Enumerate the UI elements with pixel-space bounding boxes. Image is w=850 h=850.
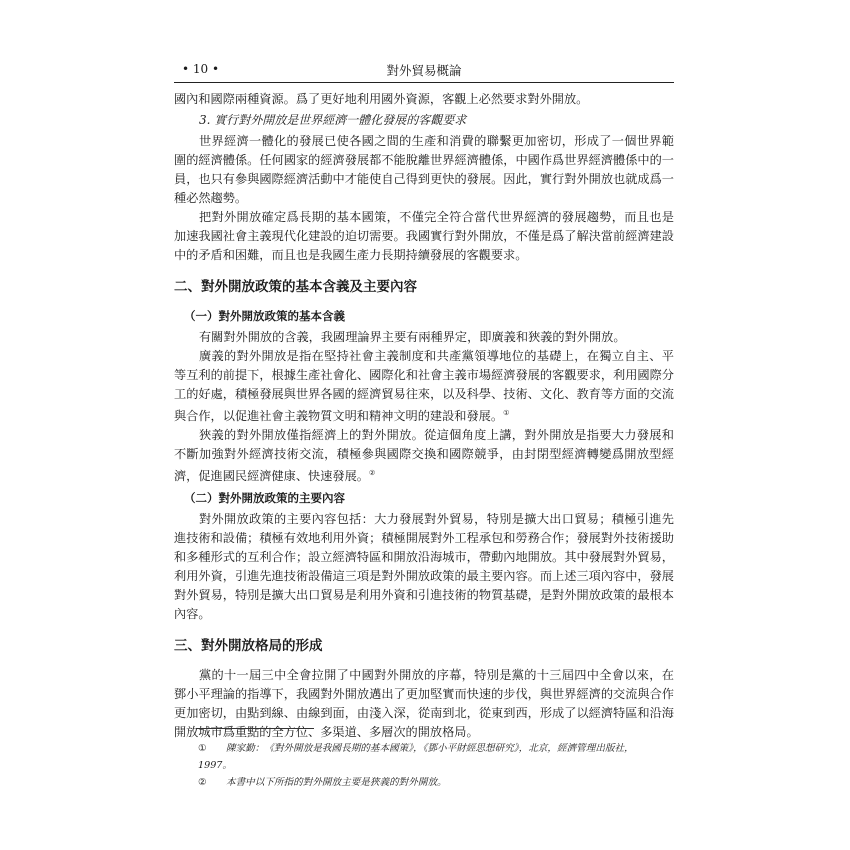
footnote-text: 陳家勤：《對外開放是我國長期的基本國策》，《鄧小平財經思想研究》，北京，經濟管理出版社，: [226, 743, 634, 754]
paragraph: 對外開放政策的主要內容包括：大力發展對外貿易，特別是擴大出口貿易；積極引進先進技術和設備；積極有效地利用外資；積極開展對外工程承包和勞務合作；發展對外技術援助和多種形式的互利合作；設立經濟特區和開放沿海城市，帶動內地開放。其中發展對外貿易，利用外資，引進先進技術設備這三項是對外開放政策的最主要內容。而上述三項內容中，發展對外貿易，特別是擴大出口貿易是利用外資和引進技術的物質基礎，是對外開放政策的最根本內容。: [174, 512, 674, 622]
page-number: • 10 •: [182, 62, 220, 76]
footnotes: [198, 740, 674, 791]
page-body: [174, 90, 674, 742]
paragraph: 有關對外開放的含義，我國理論界主要有兩種界定，即廣義和狹義的對外開放。: [199, 330, 626, 344]
footnote-mark: ②: [198, 777, 207, 788]
section-heading: 二、對外開放政策的基本含義及主要內容: [174, 279, 417, 295]
footnote-ref[interactable]: ②: [369, 469, 376, 478]
footnote: [198, 774, 674, 791]
paragraph: [174, 426, 674, 486]
footnote-continuation: 1997。: [198, 760, 233, 771]
footnote-divider: [196, 728, 314, 729]
book-page: [174, 58, 674, 798]
point-heading: 3. 實行對外開放是世界經濟一體化發展的客觀要求: [199, 113, 467, 127]
paragraph: 國內和國際兩種資源。爲了更好地利用國外資源，客觀上必然要求對外開放。: [174, 92, 589, 106]
section-heading: 三、對外開放格局的形成: [174, 638, 323, 655]
footnote-text: 本書中以下所指的對外開放主要是狹義的對外開放。: [226, 777, 447, 788]
footnote-mark: ①: [198, 743, 207, 754]
subsection-heading: （二）對外開放政策的主要內容: [184, 491, 345, 506]
paragraph: 把對外開放確定爲長期的基本國策，不僅完全符合當代世界經濟的發展趨勢，而且也是加速我國社會主義現代化建設的迫切需要。我國實行對外開放，不僅是爲了解決當前經濟建設中的矛盾和困難，而且也是我國生產力長期持續發展的客觀要求。: [174, 210, 674, 262]
paragraph: 世界經濟一體化的發展已使各國之間的生產和消費的聯繫更加密切，形成了一個世界範圍的經濟體係。任何國家的經濟發展都不能脫離世界經濟體係，中國作爲世界經濟體係中的一員，也只有參與國際經濟活動中才能使自己得到更快的發展。因此，實行對外開放也就成爲一種必然趨勢。: [174, 134, 674, 205]
footnote: [198, 740, 674, 757]
running-title: 對外貿易概論: [386, 63, 462, 78]
paragraph-text: 廣義的對外開放是指在堅持社會主義制度和共產黨領導地位的基礎上，在獨立自主、平等互利的前提下，根據生產社會化、國際化和社會主義市場經濟發展的客觀要求，利用國際分工的好處，積極發展與世界各國的經濟貿易往來，以及科學、技術、文化、教育等方面的交流與合作，以促進社會主義物質文明和精神文明的建設和發展。: [174, 349, 674, 424]
paragraph: [174, 347, 674, 426]
page-header: [174, 58, 674, 83]
subsection-heading: （一）對外開放政策的基本含義: [184, 309, 345, 323]
footnote-ref[interactable]: ①: [503, 409, 510, 417]
paragraph: 黨的十一屆三中全會拉開了中國對外開放的序幕，特別是黨的十三屆四中全會以來，在鄧小平理論的指導下，我國對外開放邁出了更加堅實而快速的步伐，與世界經濟的交流與合作更加密切，由點到線、由線到面，由淺入深，從南到北，從東到西，形成了以經濟特區和沿海開放城市爲重點的全方位、多渠道、多層次的開放格局。: [174, 668, 674, 740]
paragraph-text: 狹義的對外開放僅指經濟上的對外開放。從這個角度上講，對外開放是指要大力發展和不斷加強對外經濟技術交流，積極參與國際交換和國際競爭，由封閉型經濟轉變爲開放型經濟，促進國民經濟健康、快速發展。: [174, 428, 674, 484]
